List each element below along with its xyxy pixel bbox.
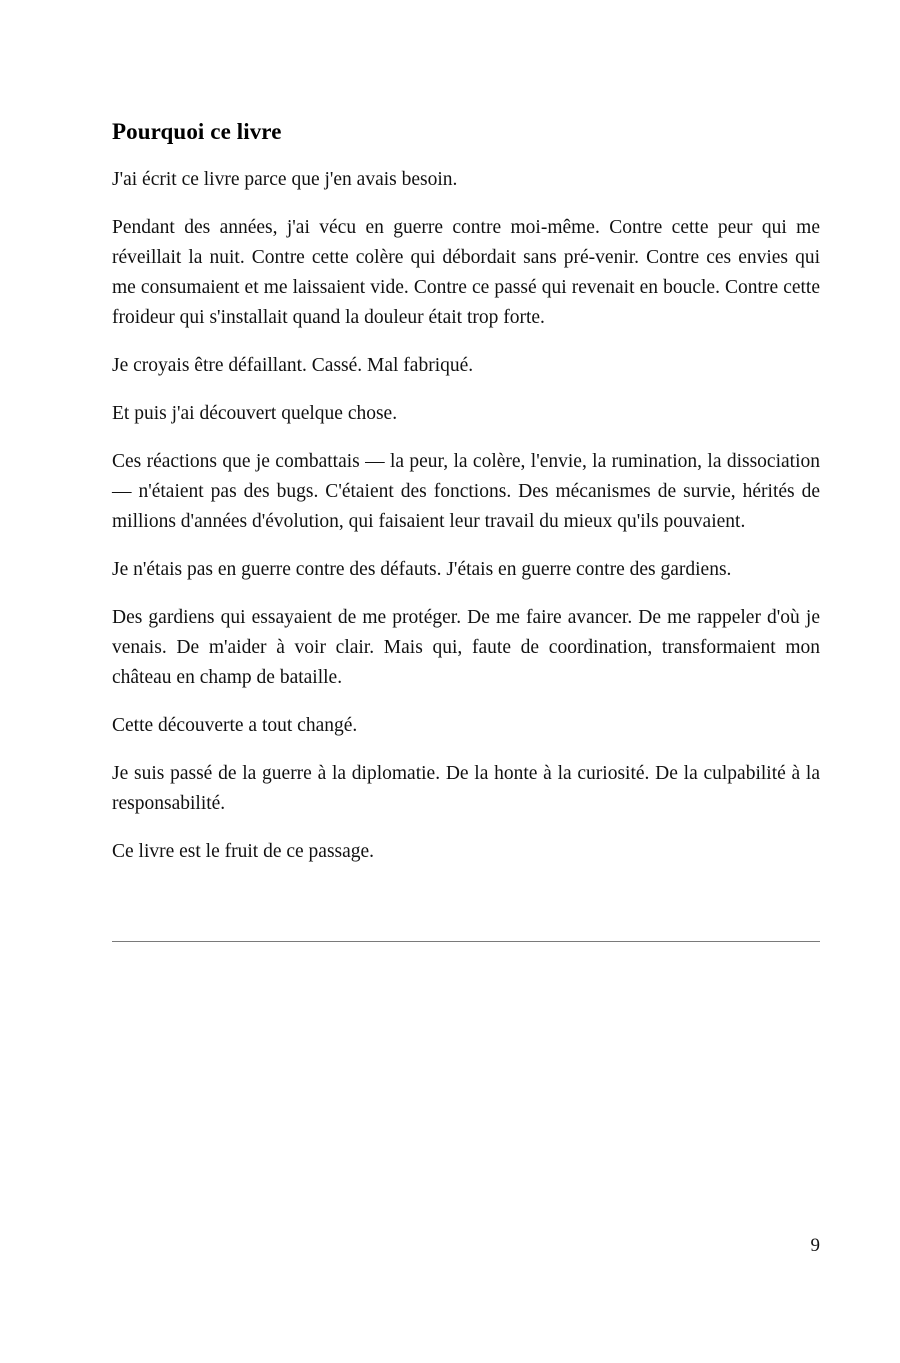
body-paragraph: Pendant des années, j'ai vécu en guerre contre moi-même. Contre cette peur qui me réveillait la nuit. Contre cette colère qui débordait sans pré-venir. Contre ces envies qui me consumaient et me laissaient vide. Contre ce passé qui revenait en boucle. Contre cette froideur qui s'installait quand la douleur était trop forte. — [112, 216, 820, 328]
body-paragraph: Ces réactions que je combattais — la peur, la colère, l'envie, la rumination, la dissociation — n'étaient pas des bugs. C'étaient des fonctions. Des mécanismes de survie, hérités de millions d'années d'évolution, qui faisaient leur travail du mieux qu'ils pouvaient. — [112, 450, 820, 532]
page-number: 9 — [810, 1235, 820, 1256]
body-paragraph: J'ai écrit ce livre parce que j'en avais besoin. — [112, 168, 458, 190]
body-paragraph: Et puis j'ai découvert quelque chose. — [112, 402, 398, 424]
body-paragraph: Ce livre est le fruit de ce passage. — [112, 840, 375, 862]
body-paragraph: Des gardiens qui essayaient de me protéger. De me faire avancer. De me rappeler d'où je venais. De m'aider à voir clair. Mais qui, faute de coordination, transformaient mon château en champ de bataille. — [112, 606, 820, 688]
page-title: Pourquoi ce livre — [112, 119, 282, 144]
body-paragraph: Cette découverte a tout changé. — [112, 714, 358, 736]
body-paragraph: Je croyais être défaillant. Cassé. Mal fabriqué. — [112, 354, 474, 376]
chapter-content — [112, 118, 820, 867]
section-divider — [112, 941, 820, 942]
body-paragraph: Je suis passé de la guerre à la diplomatie. De la honte à la curiosité. De la culpabilité à la responsabilité. — [112, 762, 820, 814]
body-paragraph: Je n'étais pas en guerre contre des défauts. J'étais en guerre contre des gardiens. — [112, 558, 732, 580]
